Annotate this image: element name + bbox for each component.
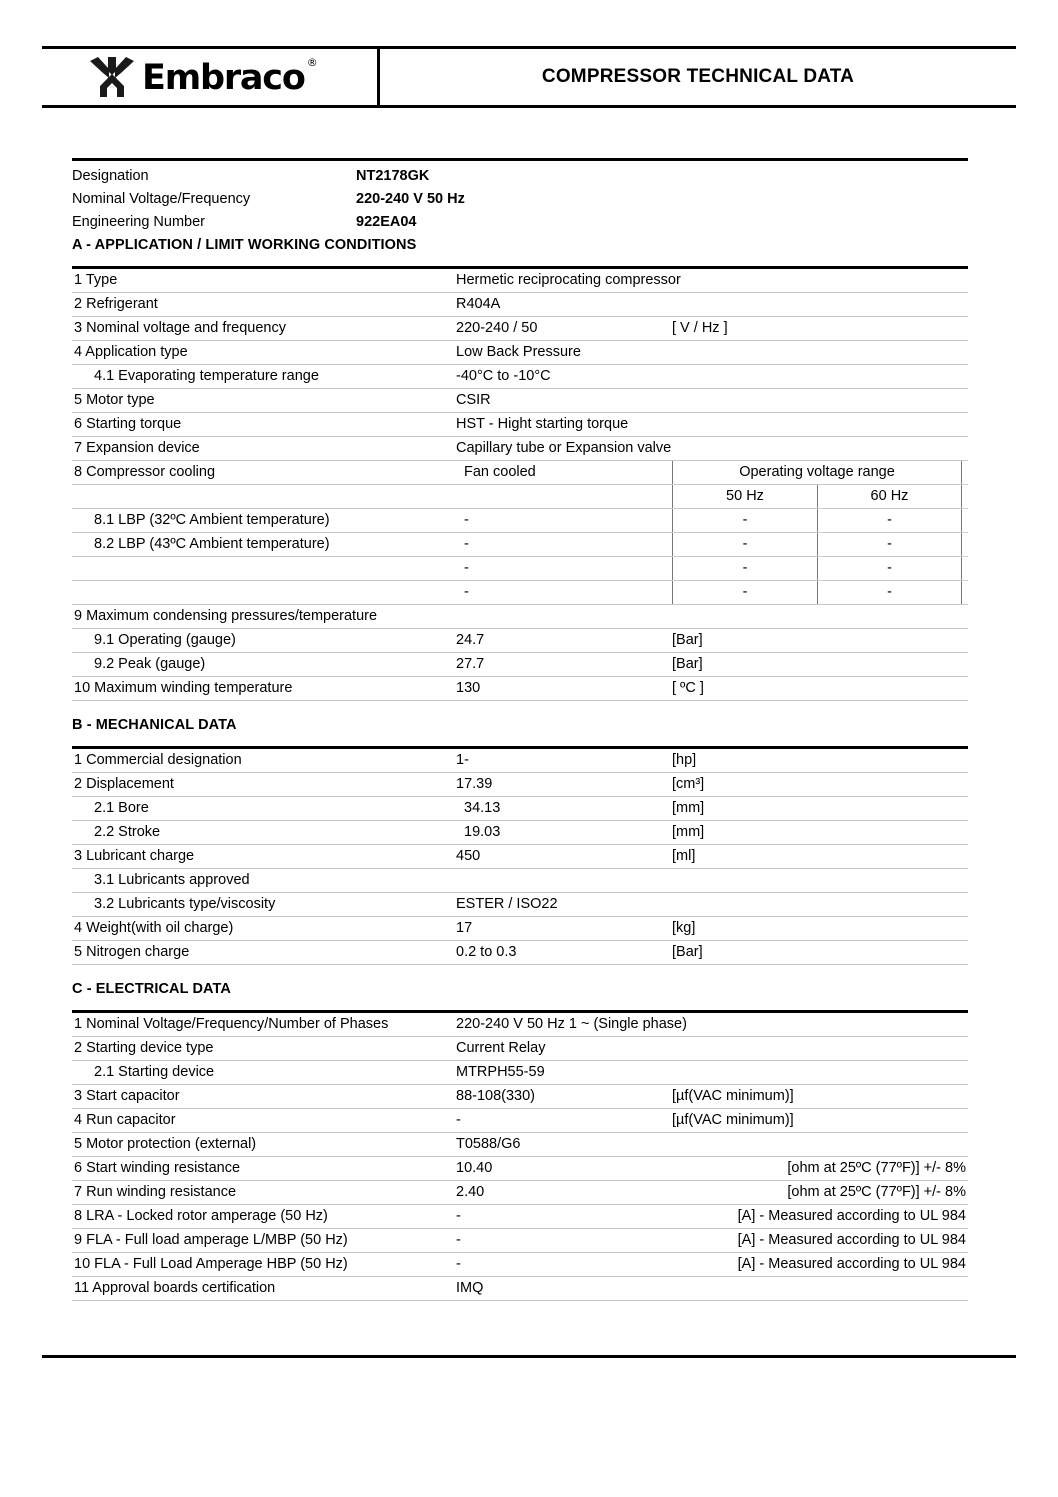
- row-label: 9 Maximum condensing pressures/temperature: [74, 608, 378, 624]
- identification-row-designation: [72, 164, 968, 187]
- table-row: [72, 389, 968, 413]
- cell-50hz: -: [672, 581, 817, 604]
- row-label: 10 FLA - Full Load Amperage HBP (50 Hz): [74, 1256, 348, 1272]
- row-value: IMQ: [456, 1280, 484, 1296]
- table-row: [72, 341, 968, 365]
- row-value: Fan cooled: [464, 464, 536, 480]
- row-value: 2.40: [456, 1184, 485, 1200]
- table-row: [72, 941, 968, 965]
- row-unit: [kg]: [672, 920, 696, 936]
- cell-60hz: -: [817, 509, 962, 532]
- row-label: 1 Commercial designation: [74, 752, 242, 768]
- identification-value: 922EA04: [356, 213, 417, 230]
- row-unit: [hp]: [672, 752, 697, 768]
- cooling-data-row: [72, 557, 968, 581]
- operating-voltage-columns-row: [72, 485, 968, 509]
- row-label: 9 FLA - Full load amperage L/MBP (50 Hz): [74, 1232, 348, 1248]
- row-value: Capillary tube or Expansion valve: [456, 440, 672, 456]
- row-value: ESTER / ISO22: [456, 896, 558, 912]
- row-label: 2.1 Starting device: [94, 1064, 215, 1080]
- logo-wordmark-text: Embraco: [142, 57, 305, 98]
- cell-50hz: -: [672, 533, 817, 556]
- row-unit: [Bar]: [672, 656, 703, 672]
- cooling-data-row: [72, 509, 968, 533]
- cell-50hz: -: [672, 557, 817, 580]
- row-value: 17.39: [456, 776, 493, 792]
- row-value: -: [464, 512, 469, 528]
- row-label: 7 Expansion device: [74, 440, 200, 456]
- row-label: 9.1 Operating (gauge): [94, 632, 236, 648]
- table-row: [72, 1181, 968, 1205]
- row-value: 17: [456, 920, 473, 936]
- table-row: [72, 1205, 968, 1229]
- row-label: 8.2 LBP (43ºC Ambient temperature): [94, 536, 330, 552]
- row-value: 220-240 V 50 Hz 1 ~ (Single phase): [456, 1016, 687, 1032]
- row-label: 6 Starting torque: [74, 416, 182, 432]
- row-label: 5 Motor protection (external): [74, 1136, 257, 1152]
- identification-label: Designation: [72, 167, 149, 184]
- table-row: [72, 1133, 968, 1157]
- row-value: 10.40: [456, 1160, 493, 1176]
- row-unit: [ V / Hz ]: [672, 320, 728, 336]
- row-value: Low Back Pressure: [456, 344, 581, 360]
- row-value: -: [456, 1208, 461, 1224]
- row-label: 8 Compressor cooling: [74, 464, 216, 480]
- section-b-table: [72, 746, 968, 965]
- row-label: 4 Weight(with oil charge): [74, 920, 234, 936]
- document-header: [42, 46, 1016, 108]
- row-label: 4 Run capacitor: [74, 1112, 176, 1128]
- identification-label: Engineering Number: [72, 213, 205, 230]
- row-label: 2.2 Stroke: [94, 824, 161, 840]
- row-value: -: [456, 1256, 461, 1272]
- row-label: 5 Nitrogen charge: [74, 944, 190, 960]
- column-header-50hz: 50 Hz: [672, 485, 817, 508]
- table-row: [72, 749, 968, 773]
- table-row: [72, 1037, 968, 1061]
- row-label: 1 Type: [74, 272, 118, 288]
- row-unit: [cm³]: [672, 776, 705, 792]
- row-unit: [µf(VAC minimum)]: [672, 1112, 794, 1128]
- row-label: 8 LRA - Locked rotor amperage (50 Hz): [74, 1208, 328, 1224]
- table-row: [72, 869, 968, 893]
- table-row: [72, 677, 968, 701]
- row-value: -: [456, 1112, 461, 1128]
- table-row: [72, 653, 968, 677]
- row-unit: [Bar]: [672, 944, 703, 960]
- row-value: 24.7: [456, 632, 485, 648]
- table-row: [72, 917, 968, 941]
- row-value: -40°C to -10°C: [456, 368, 551, 384]
- row-label: 1 Nominal Voltage/Frequency/Number of Phases: [74, 1016, 389, 1032]
- row-value: 0.2 to 0.3: [456, 944, 517, 960]
- row-value: 220-240 / 50: [456, 320, 538, 336]
- row-unit: [ml]: [672, 848, 696, 864]
- table-row: [72, 365, 968, 389]
- row-label: 4 Application type: [74, 344, 188, 360]
- row-value: Current Relay: [456, 1040, 546, 1056]
- row-value: 34.13: [464, 800, 501, 816]
- row-unit: [mm]: [672, 800, 705, 816]
- cooling-data-row: [72, 533, 968, 557]
- row-value: MTRPH55-59: [456, 1064, 545, 1080]
- row-value: -: [456, 1232, 461, 1248]
- snowflake-icon: [90, 57, 134, 97]
- row-label: 2 Refrigerant: [74, 296, 158, 312]
- section-a-table: [72, 266, 968, 701]
- row-label: 8.1 LBP (32ºC Ambient temperature): [94, 512, 330, 528]
- row-unit: [Bar]: [672, 632, 703, 648]
- row-value: 27.7: [456, 656, 485, 672]
- row-value: 19.03: [464, 824, 501, 840]
- cell-60hz: -: [817, 557, 962, 580]
- cell-50hz: -: [672, 509, 817, 532]
- column-header-60hz: 60 Hz: [817, 485, 962, 508]
- row-value: R404A: [456, 296, 501, 312]
- section-c-table: [72, 1010, 968, 1301]
- identification-top-rule: [72, 158, 968, 161]
- logo-wordmark: [142, 55, 317, 98]
- table-row: [72, 1061, 968, 1085]
- row-label: 3.2 Lubricants type/viscosity: [94, 896, 276, 912]
- table-row: [72, 1253, 968, 1277]
- row-value: -: [464, 536, 469, 552]
- row-label: 4.1 Evaporating temperature range: [94, 368, 319, 384]
- registered-trademark-icon: ®: [306, 55, 317, 69]
- table-row: [72, 1229, 968, 1253]
- row-unit: [A] - Measured according to UL 984: [737, 1232, 966, 1248]
- row-label: 3 Start capacitor: [74, 1088, 180, 1104]
- row-label: 3.1 Lubricants approved: [94, 872, 250, 888]
- row-label: 2.1 Bore: [94, 800, 149, 816]
- table-row: [72, 293, 968, 317]
- row-unit: [ohm at 25ºC (77ºF)] +/- 8%: [787, 1160, 966, 1176]
- row-label: 5 Motor type: [74, 392, 155, 408]
- table-row: [72, 317, 968, 341]
- row-unit: [A] - Measured according to UL 984: [737, 1208, 966, 1224]
- table-row: [72, 437, 968, 461]
- table-row: [72, 797, 968, 821]
- table-row: [72, 1277, 968, 1301]
- row-label: 2 Starting device type: [74, 1040, 214, 1056]
- row-value: HST - Hight starting torque: [456, 416, 629, 432]
- section-title-c: C - ELECTRICAL DATA: [72, 981, 231, 997]
- table-row: [72, 269, 968, 293]
- identification-value: NT2178GK: [356, 167, 430, 184]
- row-label: 9.2 Peak (gauge): [94, 656, 206, 672]
- table-row: [72, 893, 968, 917]
- row-label: 10 Maximum winding temperature: [74, 680, 293, 696]
- identification-row-voltage: [72, 187, 968, 210]
- row-label: 7 Run winding resistance: [74, 1184, 237, 1200]
- embraco-logo: [90, 57, 315, 97]
- cell-60hz: -: [817, 533, 962, 556]
- row-unit: [ohm at 25ºC (77ºF)] +/- 8%: [787, 1184, 966, 1200]
- table-row: [72, 413, 968, 437]
- row-value: Hermetic reciprocating compressor: [456, 272, 681, 288]
- page-bottom-rule: [42, 1355, 1016, 1358]
- identification-row-engineering-number: [72, 210, 968, 233]
- cooling-data-row: [72, 581, 968, 605]
- identification-block: [72, 158, 968, 233]
- section-title-b: B - MECHANICAL DATA: [72, 717, 237, 733]
- table-row: [72, 605, 968, 629]
- table-row: [72, 1157, 968, 1181]
- row-value: T0588/G6: [456, 1136, 521, 1152]
- row-unit: [A] - Measured according to UL 984: [737, 1256, 966, 1272]
- table-row: [72, 773, 968, 797]
- table-row: [72, 1109, 968, 1133]
- header-title-cell: [380, 49, 1016, 105]
- row-unit: [µf(VAC minimum)]: [672, 1088, 794, 1104]
- row-value: 1-: [456, 752, 469, 768]
- row-value: -: [464, 584, 469, 600]
- table-row: [72, 1013, 968, 1037]
- table-row: [72, 821, 968, 845]
- row-unit: [mm]: [672, 824, 705, 840]
- section-title-a: A - APPLICATION / LIMIT WORKING CONDITIONS: [72, 237, 417, 253]
- row-label: 3 Nominal voltage and frequency: [74, 320, 286, 336]
- row-value: 450: [456, 848, 481, 864]
- cell-60hz: -: [817, 581, 962, 604]
- row-label: 11 Approval boards certification: [74, 1280, 276, 1296]
- table-row: [72, 629, 968, 653]
- row-value: 130: [456, 680, 481, 696]
- row-label: 2 Displacement: [74, 776, 174, 792]
- compressor-cooling-row: [72, 461, 968, 485]
- row-unit: [ ºC ]: [672, 680, 704, 696]
- header-logo-cell: [42, 49, 380, 105]
- page-title: COMPRESSOR TECHNICAL DATA: [541, 66, 855, 87]
- row-label: 3 Lubricant charge: [74, 848, 195, 864]
- table-row: [72, 1085, 968, 1109]
- identification-label: Nominal Voltage/Frequency: [72, 190, 251, 207]
- row-value: CSIR: [456, 392, 491, 408]
- row-value: -: [464, 560, 469, 576]
- table-row: [72, 845, 968, 869]
- row-label: 6 Start winding resistance: [74, 1160, 241, 1176]
- identification-value: 220-240 V 50 Hz: [356, 190, 465, 207]
- operating-voltage-range-header: Operating voltage range: [672, 461, 962, 484]
- row-value: 88-108(330): [456, 1088, 535, 1104]
